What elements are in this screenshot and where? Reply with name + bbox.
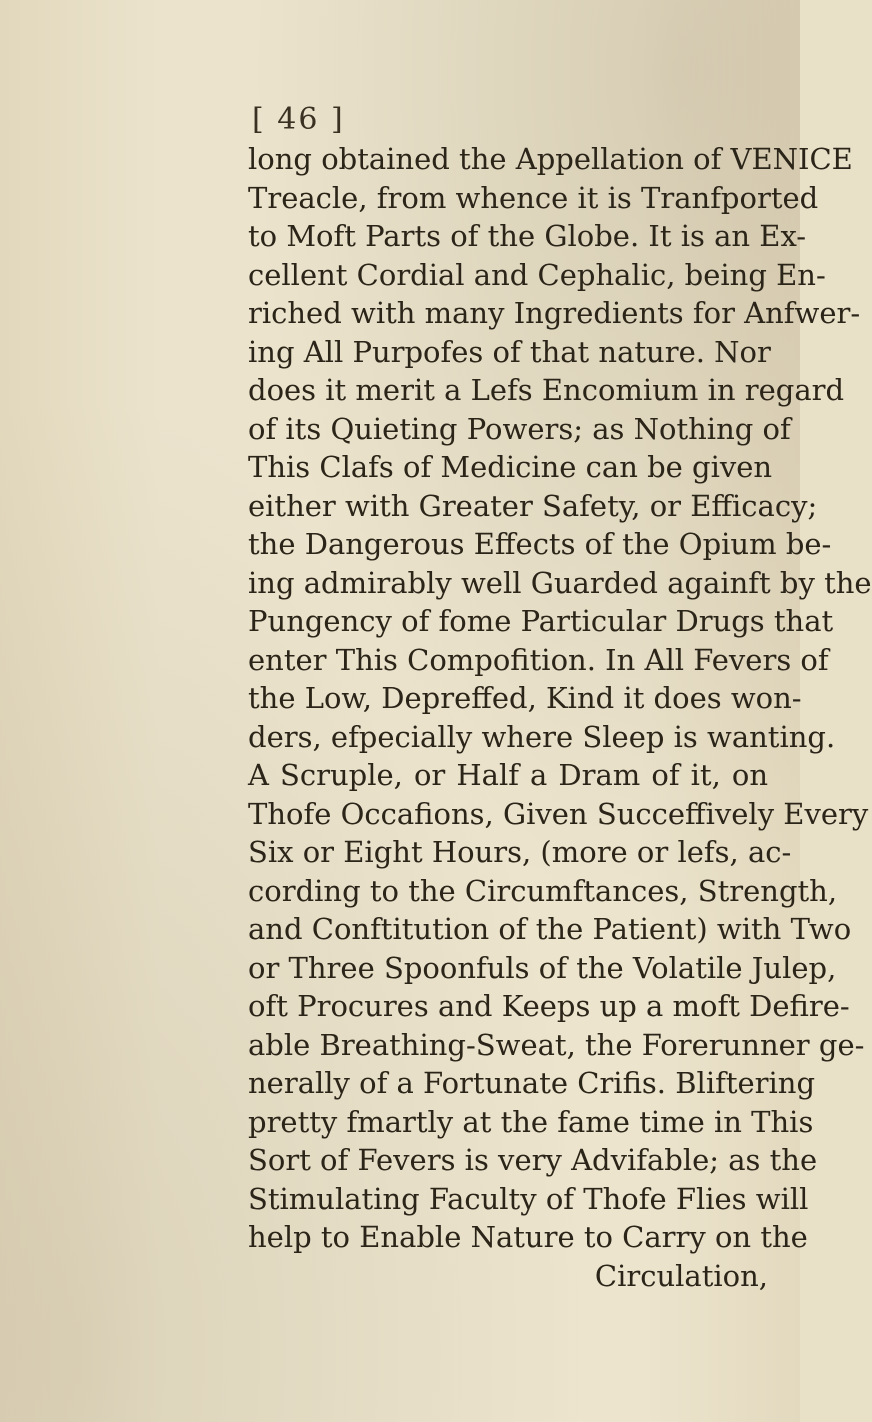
text-line: pretty fmartly at the fame time in This bbox=[248, 1104, 814, 1139]
text-line: either with Greater Safety, or Efficacy; bbox=[248, 488, 818, 523]
text-line: Treacle, from whence it is Tranfported bbox=[248, 180, 819, 215]
text-line: ders, efpecially where Sleep is wanting. bbox=[248, 719, 836, 754]
page-number: [ 46 ] bbox=[252, 102, 345, 137]
text-line: Stimulating Faculty of Thofe Flies will bbox=[248, 1181, 809, 1216]
catchword-line: Circulation, bbox=[594, 1258, 768, 1293]
text-line: Pungency of fome Particular Drugs that bbox=[248, 604, 834, 638]
text-line: able Breathing-Sweat, the Forerunner ge- bbox=[248, 1027, 865, 1062]
text-line: Sort of Fevers is very Advifable; as the bbox=[248, 1143, 818, 1177]
text-line: long obtained the Appellation of VENICE bbox=[248, 142, 853, 176]
text-line: oft Procures and Keeps up a moft Defire- bbox=[248, 989, 850, 1023]
text-line: cellent Cordial and Cephalic, being En- bbox=[248, 257, 826, 292]
text-line: ing admirably well Guarded againft by the bbox=[248, 565, 872, 600]
text-line: nerally of a Fortunate Crifis. Bliftering bbox=[248, 1066, 816, 1100]
text-line: and Conftitution of the Patient) with Two bbox=[248, 912, 852, 946]
text-line: enter This Compofition. In All Fevers of bbox=[248, 642, 829, 677]
body-text bbox=[248, 140, 872, 1295]
text-line: ing All Purpofes of that nature. Nor bbox=[248, 334, 771, 369]
text-line: A Scruple, or Half a Dram of it, on bbox=[248, 758, 768, 792]
text-line: cording to the Circumftances, Strength, bbox=[248, 873, 838, 908]
text-line: This Clafs of Medicine can be given bbox=[248, 450, 773, 484]
text-line: does it merit a Lefs Encomium in regard bbox=[248, 373, 845, 407]
text-line: Six or Eight Hours, (more or lefs, ac- bbox=[248, 835, 792, 869]
text-line: to Moft Parts of the Globe. It is an Ex- bbox=[248, 219, 807, 253]
text-line: help to Enable Nature to Carry on the bbox=[248, 1220, 808, 1254]
text-line: the Low, Depreffed, Kind it does won- bbox=[248, 681, 802, 715]
text-line: of its Quieting Powers; as Nothing of bbox=[248, 411, 791, 446]
text-line: riched with many Ingredients for Anfwer- bbox=[248, 296, 861, 330]
text-line: Thofe Occafions, Given Succeffively Every bbox=[248, 796, 869, 831]
text-line: or Three Spoonfuls of the Volatile Julep, bbox=[248, 950, 837, 985]
text-line: the Dangerous Effects of the Opium be- bbox=[248, 527, 832, 561]
